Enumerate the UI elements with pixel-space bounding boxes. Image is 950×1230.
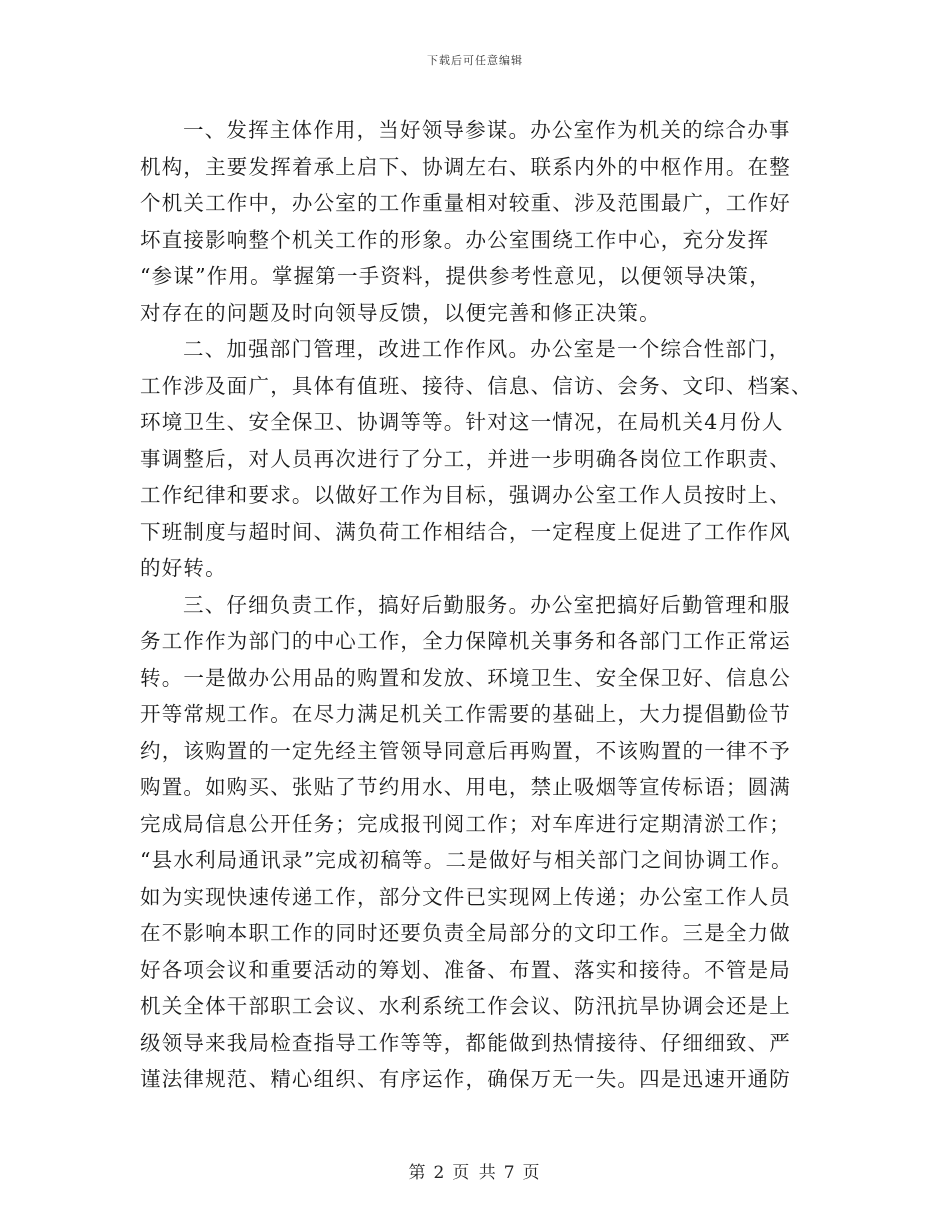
paragraph-3-line: 级领导来我局检查指导工作等等，都能做到热情接待、仔细细致、严 <box>140 1030 791 1055</box>
paragraph-3-line: “县水利局通讯录”完成初稿等。二是做好与相关部门之间协调工作。 <box>140 848 793 872</box>
paragraph-3-line: 机关全体干部职工会议、水利系统工作会议、防汛抗旱协调会还是上 <box>140 994 791 1018</box>
paragraph-3-line: 谨法律规范、精心组织、有序运作，确保万无一失。四是迅速开通防 <box>140 1067 791 1091</box>
body-text <box>140 112 813 1098</box>
paragraph-2-line: 工作纪律和要求。以做好工作为目标，强调办公室工作人员按时上、 <box>140 483 791 507</box>
paragraph-3-line: 完成局信息公开任务；完成报刊阅工作；对车库进行定期清淤工作； <box>140 811 791 836</box>
paragraph-3-line: 在不影响本职工作的同时还要负责全局部分的文印工作。三是全力做 <box>140 921 791 945</box>
paragraph-1-line: 机构，主要发挥着承上启下、协调左右、联系内外的中枢作用。在整 <box>140 154 791 179</box>
page-footer <box>0 1158 950 1183</box>
paragraph-1-line: “参谋”作用。掌握第一手资料，提供参考性意见，以便领导决策， <box>140 264 771 288</box>
paragraph-2-line: 事调整后，对人员再次进行了分工，并进一步明确各岗位工作职责、 <box>140 446 791 471</box>
total-page-number: 7 <box>503 1163 517 1183</box>
paragraph-3-line: 好各项会议和重要活动的筹划、准备、布置、落实和接待。不管是局 <box>140 957 791 982</box>
paragraph-1-line: 个机关工作中，办公室的工作重量相对较重、涉及范围最广，工作好 <box>140 191 791 215</box>
paragraph-1-line: 坏直接影响整个机关工作的形象。办公室围绕工作中心，充分发挥 <box>140 227 770 252</box>
paragraph-1-line: 一、发挥主体作用，当好领导参谋。办公室作为机关的综合办事 <box>183 118 791 142</box>
paragraph-3-line: 约，该购置的一定先经主管领导同意后再购置，不该购置的一律不予 <box>140 738 791 763</box>
paragraph-2-line: 环境卫生、安全保卫、协调等等。针对这一情况，在局机关4月份人 <box>140 410 784 434</box>
paragraph-3-line: 务工作作为部门的中心工作，全力保障机关事务和各部门工作正常运 <box>140 629 791 653</box>
footer-middle: 页 共 <box>452 1163 498 1183</box>
paragraph-2-line: 工作涉及面广，具体有值班、接待、信息、信访、会务、文印、档案、 <box>140 373 813 398</box>
current-page-number: 2 <box>433 1163 447 1183</box>
paragraph-2-line: 下班制度与超时间、满负荷工作相结合，一定程度上促进了工作作风 <box>140 519 791 544</box>
paragraph-3-line: 转。一是做办公用品的购置和发放、环境卫生、安全保卫好、信息公 <box>140 665 791 690</box>
paragraph-2-line: 的好转。 <box>140 556 227 580</box>
paragraph-2-line: 二、加强部门管理，改进工作作风。办公室是一个综合性部门， <box>183 337 791 361</box>
paragraph-3-line: 三、仔细负责工作，搞好后勤服务。办公室把搞好后勤管理和服 <box>183 592 791 617</box>
paragraph-1-line: 对存在的问题及时向领导反馈，以便完善和修正决策。 <box>140 300 661 325</box>
paragraph-3-line: 开等常规工作。在尽力满足机关工作需要的基础上，大力提倡勤俭节 <box>140 702 791 726</box>
footer-suffix: 页 <box>522 1163 542 1183</box>
footer-prefix: 第 <box>408 1163 428 1183</box>
header-note: 下载后可任意编辑 <box>427 54 523 67</box>
paragraph-3-line: 购置。如购买、张贴了节约用水、用电，禁止吸烟等宣传标语；圆满 <box>140 775 791 799</box>
paragraph-3-line: 如为实现快速传递工作，部分文件已实现网上传递；办公室工作人员 <box>140 884 791 909</box>
